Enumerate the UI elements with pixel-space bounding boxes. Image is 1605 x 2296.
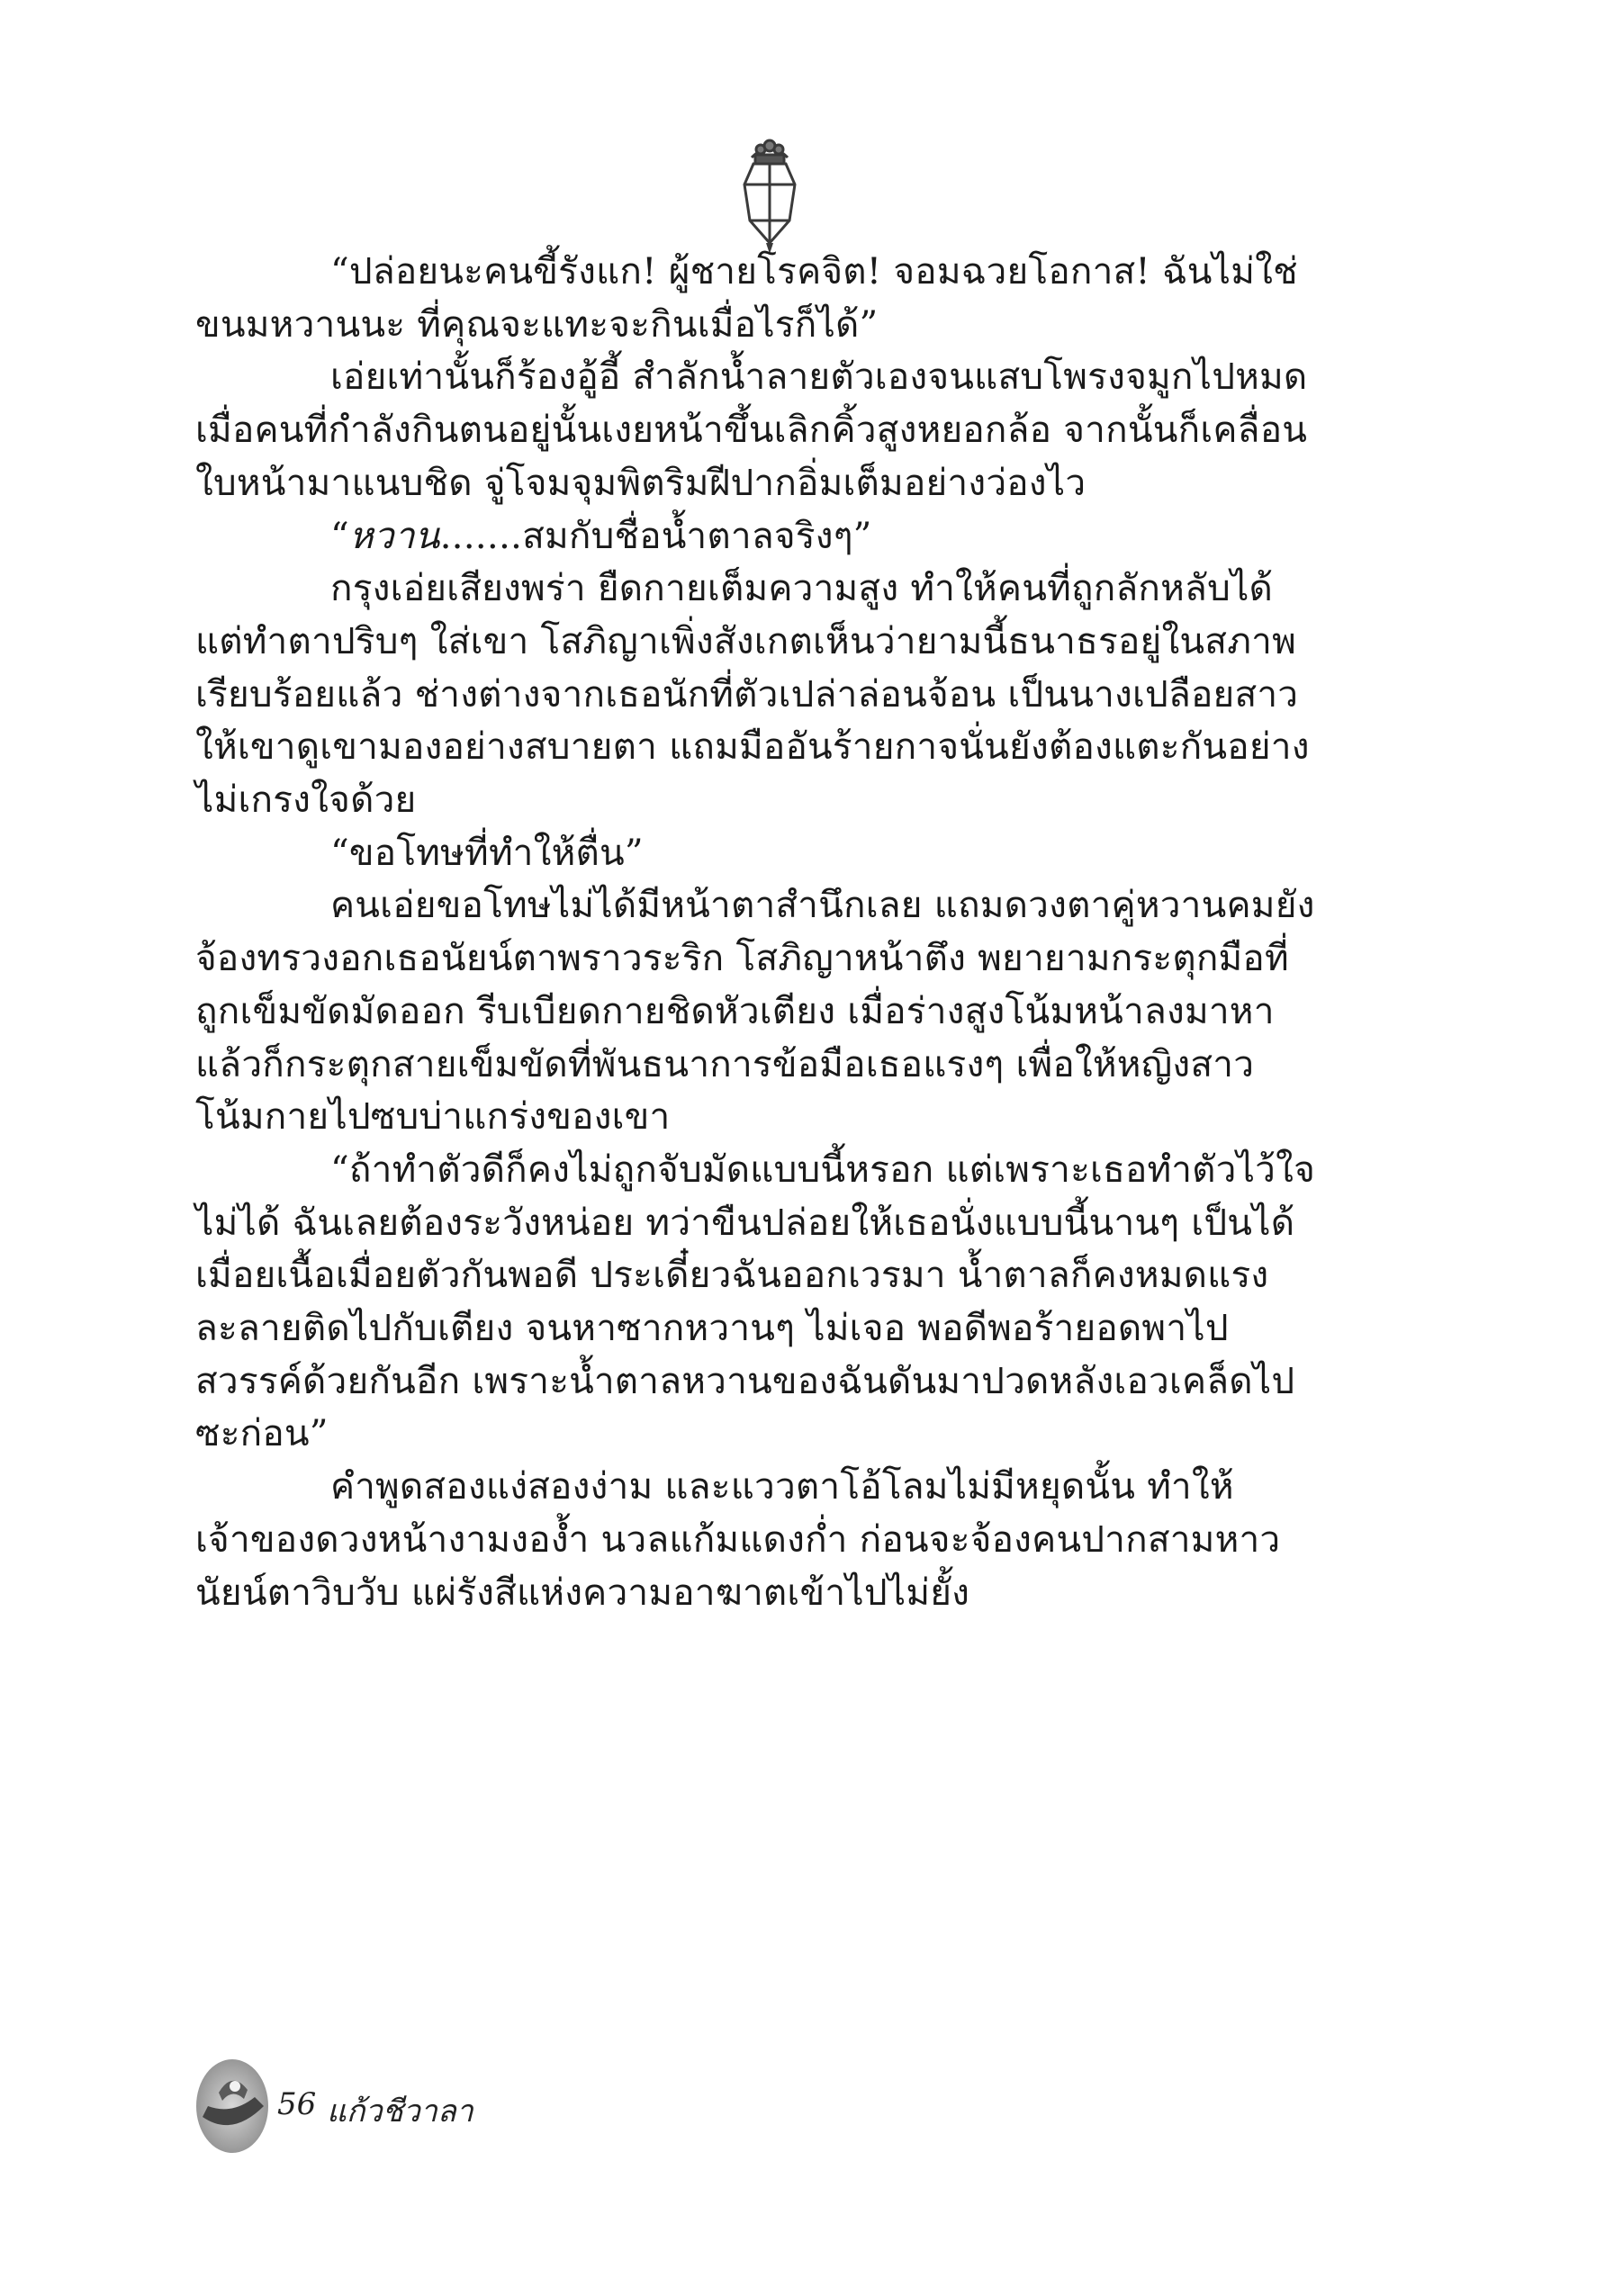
quote-open: “ bbox=[330, 513, 349, 557]
paragraph: คำพูดสองแง่สองง่าม และแววตาโอ้โลมไม่มีหยุดนั้น ทำให้เจ้าของดวงหน้างามงอง้ำ นวลแก้มแดงก่ำ ก่อนจะจ้องคนปากสามหาวนัยน์ตาวิบวับ แผ่รังสีแห่งความอาฆาตเข้าไปไม่ยั้ง bbox=[195, 1464, 1281, 1614]
boat-illustration-icon bbox=[192, 2052, 282, 2160]
paragraph bbox=[195, 509, 1316, 563]
paragraph: คนเอ่ยขอโทษไม่ได้มีหน้าตาสำนึกเลย แถมดวงตาคู่หวานคมยังจ้องทรวงอกเธอนัยน์ตาพราวระริก โสภิญาหน้าตึง พยายามกระตุกมือที่ถูกเข็มขัดมัดออก รีบเบียดกายชิดหัวเตียง เมื่อร่างสูงโน้มหน้าลงมาหา แล้วก็กระตุกสายเข็มขัดที่พันธนาการข้อมือเธอแรงๆ เพื่อให้หญิงสาวโน้มกายไปซบบ่าแกร่งของเขา bbox=[195, 883, 1315, 1139]
paragraph: กรุงเอ่ยเสียงพร่า ยืดกายเต็มความสูง ทำให้คนที่ถูกลักหลับได้แต่ทำตาปริบๆ ใส่เขา โสภิญาเพิ่งสังเกตเห็นว่ายามนี้ธนาธรอยู่ในสภาพเรียบร้อยแล้ว ช่างต่างจากเธอนักที่ตัวเปล่าล่อนจ้อน เป็นนางเปลือยสาวให้เขาดูเขามองอย่างสบายตา แถมมืออันร้ายกาจนั่นยังต้องแตะกันอย่างไม่เกรงใจด้วย bbox=[195, 566, 1310, 822]
story-body bbox=[195, 245, 1316, 1618]
paragraph: เอ่ยเท่านั้นก็ร้องอู้อี้ สำลักน้ำลายตัวเองจนแสบโพรงจมูกไปหมด เมื่อคนที่กำลังกินตนอยู่นั้นเงยหน้าขึ้นเลิกคิ้วสูงหยอกล้อ จากนั้นก็เคลื่อนใบหน้ามาแนบชิด จู่โจมจุมพิตริมฝีปากอิ่มเต็มอย่างว่องไว bbox=[195, 355, 1308, 504]
page-number: 56 bbox=[277, 2086, 317, 2122]
paragraph: “ถ้าทำตัวดีก็คงไม่ถูกจับมัดแบบนี้หรอก แต่เพราะเธอทำตัวไว้ใจไม่ได้ ฉันเลยต้องระวังหน่อย ทว่าขืนปล่อยให้เธอนั่งแบบนี้นานๆ เป็นได้เมื่อยเนื้อเมื่อยตัวกันพอดี ประเดี๋ยวฉันออกเวรมา น้ำตาลก็คงหมดแรงละลายติดไปกับเตียง จนหาซากหวานๆ ไม่เจอ พอดีพอร้ายอดพาไปสวรรค์ด้วยกันอีก เพราะน้ำตาลหวานของฉันดันมาปวดหลังเอวเคล็ดไปซะก่อน” bbox=[195, 1147, 1316, 1455]
paragraph: “ปล่อยนะคนขี้รังแก! ผู้ชายโรคจิต! จอมฉวยโอกาส! ฉันไม่ใช่ขนมหวานนะ ที่คุณจะแทะจะกินเมื่อไรก็ได้” bbox=[195, 249, 1298, 346]
page-footer bbox=[192, 2052, 597, 2160]
paragraph-rest: .......สมกับชื่อน้ำตาลจริงๆ” bbox=[439, 513, 872, 557]
italic-word: หวาน bbox=[348, 513, 440, 557]
paragraph: “ขอโทษที่ทำให้ตื่น” bbox=[330, 830, 644, 874]
lantern-ornament-icon bbox=[734, 135, 806, 257]
book-title: แก้วชีวาลา bbox=[327, 2093, 473, 2129]
